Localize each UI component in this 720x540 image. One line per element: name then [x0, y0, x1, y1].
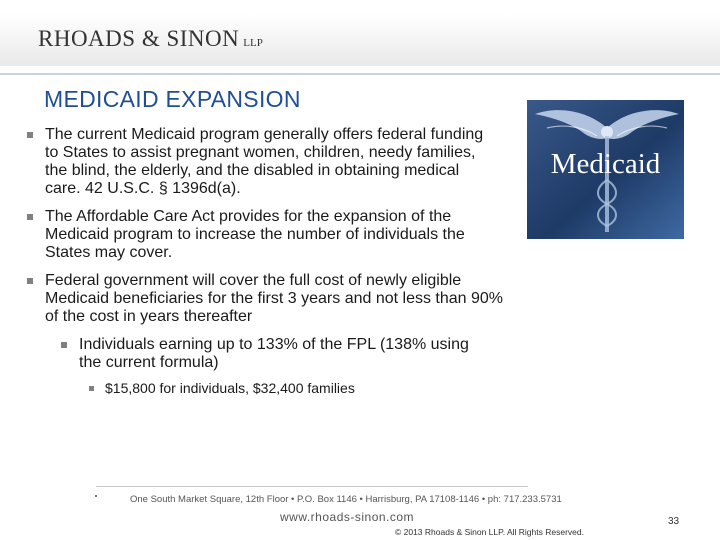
bullet-text: The Affordable Care Act provides for the expansion of the Medicaid program to increase the number of individuals the States may cover.	[45, 208, 465, 261]
bullet-text: The current Medicaid program generally offers federal funding to States to assist pregnant women, children, needy families, the blind, the elderly, and the disabled in obtaining medical care. 42 U.S.C. § 1396d(a).	[45, 126, 484, 197]
header-divider	[0, 73, 720, 75]
bullet-square-icon	[27, 278, 33, 284]
caduceus-icon	[527, 100, 684, 239]
slide-title: MEDICAID EXPANSION	[44, 86, 301, 112]
bullet-text: Federal government will cover the full cost of newly eligible Medicaid beneficiaries for the first 3 years and not less than 90% of the cost in years thereafter	[45, 272, 504, 325]
firm-logo	[38, 26, 263, 52]
firm-suffix: LLP	[243, 37, 263, 49]
bullet-item	[27, 126, 497, 198]
footer-dot	[95, 495, 97, 497]
bullet-item	[27, 208, 497, 262]
medicaid-image-label: Medicaid	[550, 148, 661, 180]
footer-website: www.rhoads-sinon.com	[280, 510, 415, 524]
firm-name: RHOADS & SINON	[38, 26, 240, 51]
bullet-square-icon	[27, 132, 33, 138]
footer-copyright: © 2013 Rhoads & Sinon LLP. All Rights Reserved.	[395, 527, 584, 537]
bullet-list	[27, 126, 517, 396]
bullet-item	[27, 272, 517, 326]
bullet-square-icon	[61, 342, 67, 348]
footer-divider	[96, 486, 528, 487]
sub-sub-bullet-item	[89, 380, 489, 396]
bullet-square-icon	[27, 214, 33, 220]
footer-address: One South Market Square, 12th Floor • P.O. Box 1146 • Harrisburg, PA 17108-1146 • ph: 717.233.5731	[130, 494, 562, 505]
sub-sub-bullet-text: $15,800 for individuals, $32,400 families	[105, 380, 355, 396]
page-number: 33	[668, 516, 680, 527]
sub-bullet-text: Individuals earning up to 133% of the FPL (138% using the current formula)	[79, 336, 469, 371]
sub-bullet-item	[61, 336, 491, 372]
medicaid-image	[527, 100, 684, 239]
bullet-square-icon	[89, 386, 94, 391]
